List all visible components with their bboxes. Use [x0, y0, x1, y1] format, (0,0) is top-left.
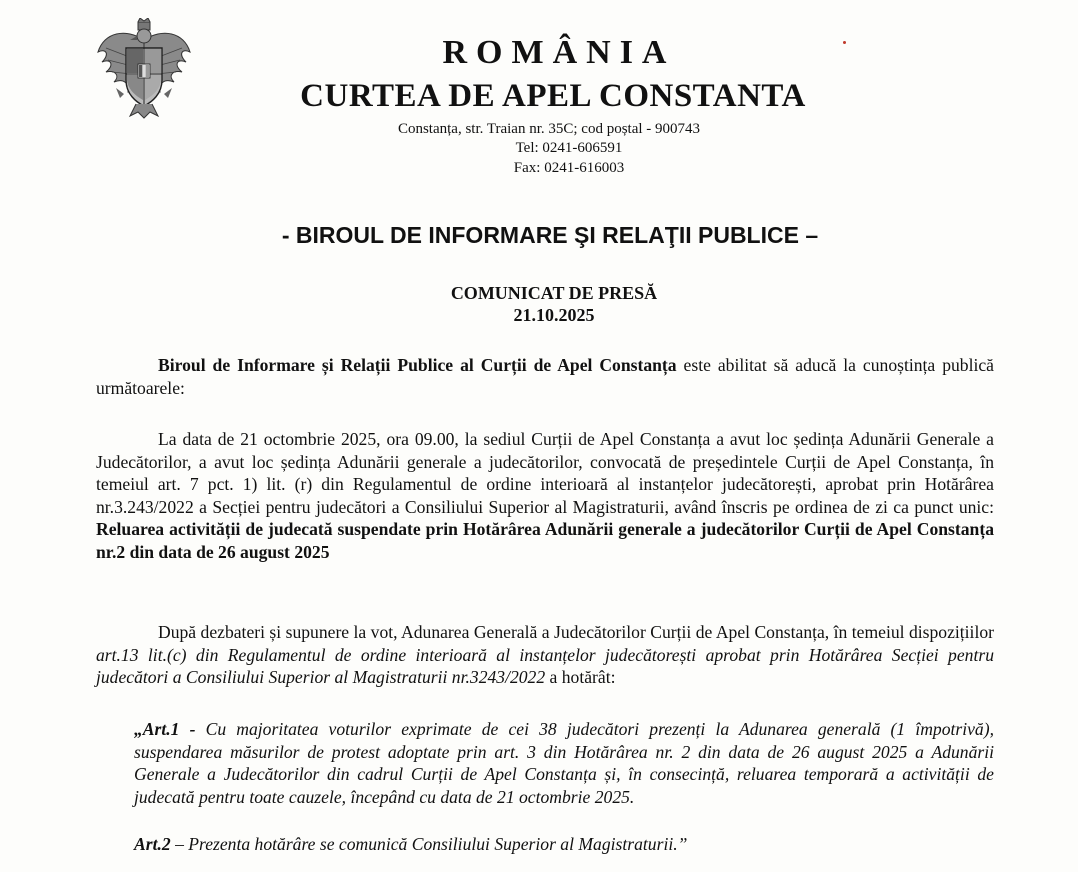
press-release-date: 21.10.2025 — [513, 305, 595, 325]
intro-bold: Biroul de Informare și Relații Publice al Curții de Apel Constanța — [158, 355, 677, 375]
court-address: Constanța, str. Traian nr. 35C; cod poștal - 900743 — [397, 121, 701, 137]
country-heading: ROMÂNIA — [442, 34, 676, 71]
decision-legal-basis: art.13 lit.(c) din Regulamentul de ordine interioară al instanțelor judecătorești aprobat prin Hotărârea Secției pentru judecători a Consiliului Superior al Magistraturii nr.3243/2022 — [96, 644, 994, 687]
meeting-text: La data de 21 octombrie 2025, ora 09.00, la sediul Curții de Apel Constanța a avut loc ședința Adunării Generale a Judecătorilor, a avut loc ședința Adunării generale a judecătorilor, convocată de președintele Curții de Apel Constanța, în temeiul art. 7 pct. 1) lit. (r) din Regulamentul de ordine interioară al instanțelor judecătorești, aprobat prin Hotărârea nr.3.243/2022 a Secției pentru judecători a Consiliului Superior al Magistraturii, având înscris pe ordinea de zi ca punct unic: — [96, 429, 994, 517]
decision-paragraph — [96, 621, 994, 689]
intro-rest: este abilitat să aducă la cunoștința publică următoarele: — [96, 355, 994, 398]
article-1-label: „Art.1 - — [134, 719, 196, 739]
article-2 — [134, 833, 994, 856]
office-heading: - BIROUL DE INFORMARE ŞI RELAŢII PUBLICE – — [281, 222, 819, 248]
decision-text-2: a hotărât: — [545, 667, 616, 687]
decision-text-1: După dezbateri și supunere la vot, Adunarea Generală a Judecătorilor Curții de Apel Constanța, în temeiul dispozițiilor — [158, 622, 994, 642]
intro-paragraph — [96, 354, 994, 399]
court-phone: Tel: 0241-606591 — [515, 140, 623, 156]
article-2-label: Art.2 — [134, 834, 171, 854]
press-release-title: COMUNICAT DE PRESĂ — [450, 283, 658, 303]
court-fax: Fax: 0241-616003 — [513, 160, 625, 176]
court-heading: CURTEA DE APEL CONSTANTA — [300, 78, 806, 114]
article-1 — [134, 718, 994, 808]
meeting-paragraph — [96, 428, 994, 563]
meeting-agenda: Reluarea activității de judecată suspendate prin Hotărârea Adunării generale a judecătorilor Curții de Apel Constanța nr.2 din data de 26 august 2025 — [96, 519, 994, 562]
article-1-text: Cu majoritatea voturilor exprimate de cei 38 judecători prezenți la Adunarea generală (1 împotrivă), suspendarea măsurilor de protest adoptate prin art. 3 din Hotărârea nr. 2 din data de 26 august 2025 a Adunării Generale a Judecătorilor din cadrul Curții de Apel Constanța și, în consecință, reluarea temporară a activității de judecată pentru toate cauzele, începând cu data de 21 octombrie 2025. — [134, 719, 994, 807]
article-2-text: – Prezenta hotărâre se comunică Consiliului Superior al Magistraturii.” — [170, 834, 688, 854]
